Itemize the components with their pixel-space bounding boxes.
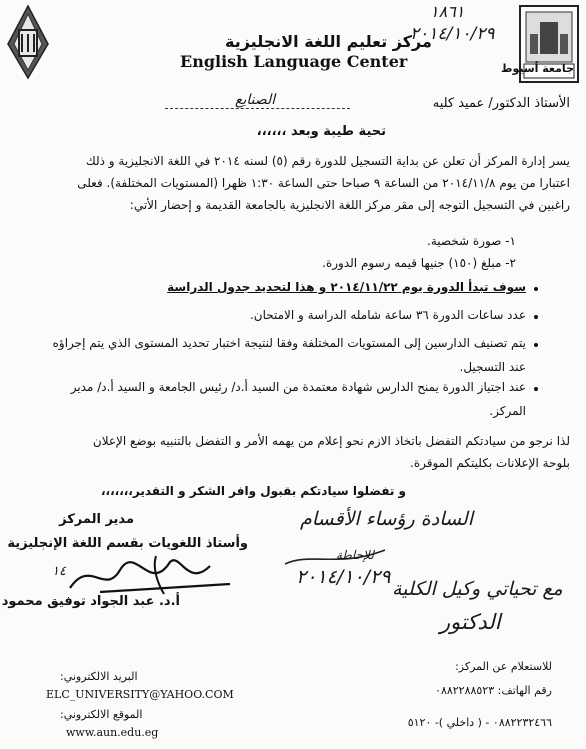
- contact-phone: رقم الهاتف: ٠٨٨٢٢٨٨٥٢٣: [435, 684, 552, 697]
- para-line-1: يسر إدارة المركز أن تعلن عن بداية التسجيل للدورة رقم (٥) لسنه ٢٠١٤ في اللغة الانجليزية و ذلك: [85, 154, 570, 168]
- ref-date: ٢٠١٤/١٠/٢٩: [410, 24, 495, 44]
- bullet-icon: [534, 387, 538, 391]
- para-line-2: اعتبارا من يوم ٢٠١٤/١١/٨ من الساعة ٩ صباحا حتى الساعة ١:٣٠ ظهرا (المستويات المختلفة). فعلى: [77, 176, 570, 190]
- contact-phone-2: ٠٨٨٢٢٣٢٤٦٦ - ( داخلي )- ٥١٢٠: [407, 716, 552, 729]
- sig-name: أ.د. عبد الجواد توفيق محمود: [1, 594, 180, 609]
- recipient-handwritten: الصنايع: [235, 92, 276, 108]
- sig-title-2: وأستاذ اللغويات بقسم اللغة الإنجليزية: [7, 536, 248, 551]
- bullet-icon: [534, 315, 538, 319]
- center-name-en: English Language Center: [180, 52, 408, 71]
- signature-number: ١٤: [52, 564, 66, 579]
- requirement-1: ١- صورة شخصية.: [427, 234, 516, 248]
- center-name-ar: مركز تعليم اللغة الانجليزية: [225, 32, 432, 51]
- bullet-start-date: سوف تبدأ الدورة يوم ٢٠١٤/١١/٢٢ و هذا لتحديد جدول الدراسة: [167, 280, 526, 294]
- para-line-4: لذا نرجو من سيادتكم التفضل باتخاذ الازم نحو إعلام من يهمه الأمر و التفضل بالتنبيه بوضع الإعلان: [92, 434, 570, 448]
- bullet-certificate-1: عند اجتياز الدورة يمنح الدارس شهادة معتمدة من السيد أ.د/ رئيس الجامعة و السيد أ.د/ مدير: [70, 380, 526, 394]
- closing: و تفضلوا سيادتكم بقبول وافر الشكر و التقدير،،،،،،،: [100, 484, 406, 498]
- bullet-placement-2: عند التسجيل.: [459, 360, 526, 374]
- bullet-icon: [534, 287, 538, 291]
- contact-inquiries: للاستعلام عن المركز:: [455, 660, 552, 673]
- recipient: الأستاذ الدكتور/ عميد كليه: [432, 96, 570, 111]
- handwritten-note-5: الدكتور: [440, 610, 501, 634]
- para-line-5: بلوحة الإعلانات بكليتكم الموقرة.: [410, 456, 570, 470]
- greeting: تحية طيبة وبعد ،،،،،،: [256, 124, 386, 139]
- bullet-hours: عدد ساعات الدورة ٣٦ ساعة شامله الدراسة و الامتحان.: [249, 308, 526, 322]
- recipient-line: [165, 108, 350, 109]
- bullet-certificate-2: المركز.: [489, 404, 526, 418]
- email-value: ELC_UNIVERSITY@YAHOO.COM: [46, 688, 234, 701]
- email-label: البريد الالكتروني:: [60, 670, 138, 683]
- sig-title-1: مدير المركز: [59, 512, 134, 527]
- handwritten-note-1: السادة رؤساء الأقسام: [300, 508, 473, 530]
- seal-text: جامعة أسيوط: [501, 62, 574, 75]
- ref-number: ١٨٦١: [430, 2, 465, 21]
- handwritten-note-3: ٢٠١٤/١٠/٢٩: [296, 566, 391, 588]
- elc-logo: [4, 4, 52, 80]
- requirement-2: ٢- مبلغ (١٥٠) جنيها قيمه رسوم الدورة.: [322, 256, 516, 270]
- handwritten-note-4: مع تحياتي وكيل الكلية: [392, 578, 563, 600]
- bullet-placement-1: يتم تصنيف الدارسين إلى المستويات المختلفة وفقا لنتيجة اختبار تحديد المستوى الذي يتم إجراؤه: [52, 336, 526, 350]
- website-label: الموقع الالكتروني:: [60, 708, 143, 721]
- handwritten-note-2: للإحاطة: [336, 548, 374, 562]
- website-value: www.aun.edu.eg: [66, 726, 159, 739]
- para-line-3: راغبين في التسجيل التوجه إلى مقر مركز اللغة الانجليزية بالجامعة القديمة و إحضار الأتي:: [129, 198, 570, 212]
- bullet-icon: [534, 343, 538, 347]
